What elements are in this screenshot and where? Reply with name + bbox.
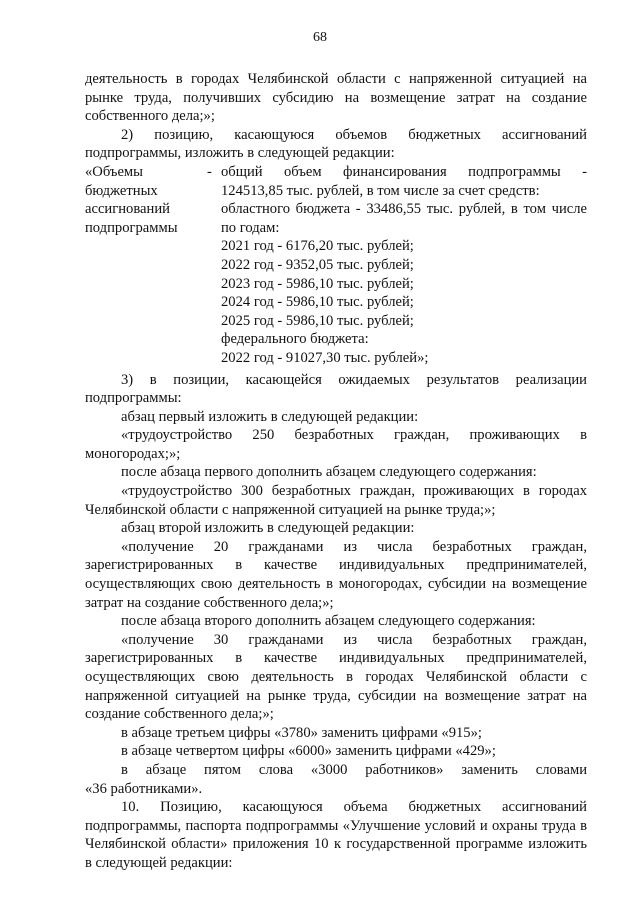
text-line: рынке труда, получивших субсидию на возмещение затрат на создание [85, 89, 587, 106]
table-right-line: 2022 год - 91027,30 тыс. рублей»; [221, 349, 429, 366]
table-right-line: 2022 год - 9352,05 тыс. рублей; [221, 256, 414, 273]
text-line: «получение 30 гражданами из числа безработных граждан, [121, 631, 587, 648]
table-right-line: 2023 год - 5986,10 тыс. рублей; [221, 275, 414, 292]
text-line: абзац первый изложить в следующей редакции: [121, 408, 419, 425]
text-line: зарегистрированных в качестве индивидуальных предпринимателей, [85, 557, 587, 574]
text-line: подпрограммы, паспорта подпрограммы «Улучшение условий и охраны труда в [85, 817, 587, 834]
table-right-line: федерального бюджета: [221, 331, 369, 348]
text-line: моногородах;»; [85, 445, 181, 462]
page-number: 68 [313, 30, 327, 45]
text-line: Челябинской области» приложения 10 к государственной программе изложить [85, 836, 587, 853]
text-line: зарегистрированных в качестве индивидуальных предпринимателей, [85, 650, 587, 667]
table-right-line: общий объем финансирования подпрограммы - [221, 163, 587, 180]
table-left-line: ассигнований [85, 201, 170, 218]
text-line: после абзаца первого дополнить абзацем следующего содержания: [121, 464, 537, 481]
document-body [85, 70, 587, 873]
text-line: Челябинской области с напряженной ситуацией на рынке труда;»; [85, 501, 496, 518]
text-line: собственного дела;»; [85, 108, 215, 125]
table-dash: - [207, 163, 212, 180]
text-line: подпрограммы, изложить в следующей редакции: [85, 145, 395, 162]
table-left-column [85, 163, 207, 368]
text-line: напряженной ситуацией на рынке труда, субсидии на возмещение затрат на [85, 687, 587, 704]
text-line: осуществляющих свою деятельность в городах Челябинской области с [85, 669, 587, 685]
text-line: абзац второй изложить в следующей редакции: [121, 520, 415, 537]
table-right-line: 2024 год - 5986,10 тыс. рублей; [221, 294, 414, 311]
table-right-line: по годам: [221, 219, 280, 236]
text-line: 10. Позицию, касающуюся объема бюджетных ассигнований [121, 799, 587, 816]
text-line: «получение 20 гражданами из числа безработных граждан, [121, 538, 587, 555]
text-line: в абзаце пятом слова «3000 работников» заменить словами [121, 761, 587, 778]
table-right-line: 2025 год - 5986,10 тыс. рублей; [221, 312, 414, 329]
text-line: создание собственного дела;»; [85, 706, 274, 723]
text-line: после абзаца второго дополнить абзацем следующего содержания: [121, 613, 536, 630]
table-right-column [221, 163, 587, 368]
text-line: «трудоустройство 300 безработных граждан, проживающих в городах [121, 483, 587, 500]
text-line: «36 работниками». [85, 780, 203, 797]
text-line: затрат на создание собственного дела;»; [85, 594, 334, 611]
text-line: деятельность в городах Челябинской области с напряженной ситуацией на [85, 71, 587, 87]
table-right-line: 124513,85 тыс. рублей, в том числе за счет средств: [221, 182, 540, 199]
table-left-line: бюджетных [85, 182, 158, 199]
text-line: подпрограммы: [85, 390, 182, 407]
text-line: в следующей редакции: [85, 854, 233, 871]
text-line: в абзаце четвертом цифры «6000» заменить цифрами «429»; [121, 743, 496, 760]
text-line: «трудоустройство 250 безработных граждан, проживающих в [121, 427, 587, 444]
budget-table [85, 163, 587, 368]
text-line: в абзаце третьем цифры «3780» заменить цифрами «915»; [121, 724, 482, 741]
table-left-line: подпрограммы [85, 219, 178, 236]
text-line: 3) в позиции, касающейся ожидаемых результатов реализации [121, 371, 587, 388]
table-left-line: «Объемы [85, 163, 143, 180]
text-line: 2) позицию, касающуюся объемов бюджетных ассигнований [121, 126, 587, 143]
text-line: осуществляющих свою деятельность в моногородах, субсидии на возмещение [85, 576, 587, 593]
table-right-line: областного бюджета - 33486,55 тыс. рублей, в том числе [221, 201, 587, 218]
table-right-line: 2021 год - 6176,20 тыс. рублей; [221, 238, 414, 255]
